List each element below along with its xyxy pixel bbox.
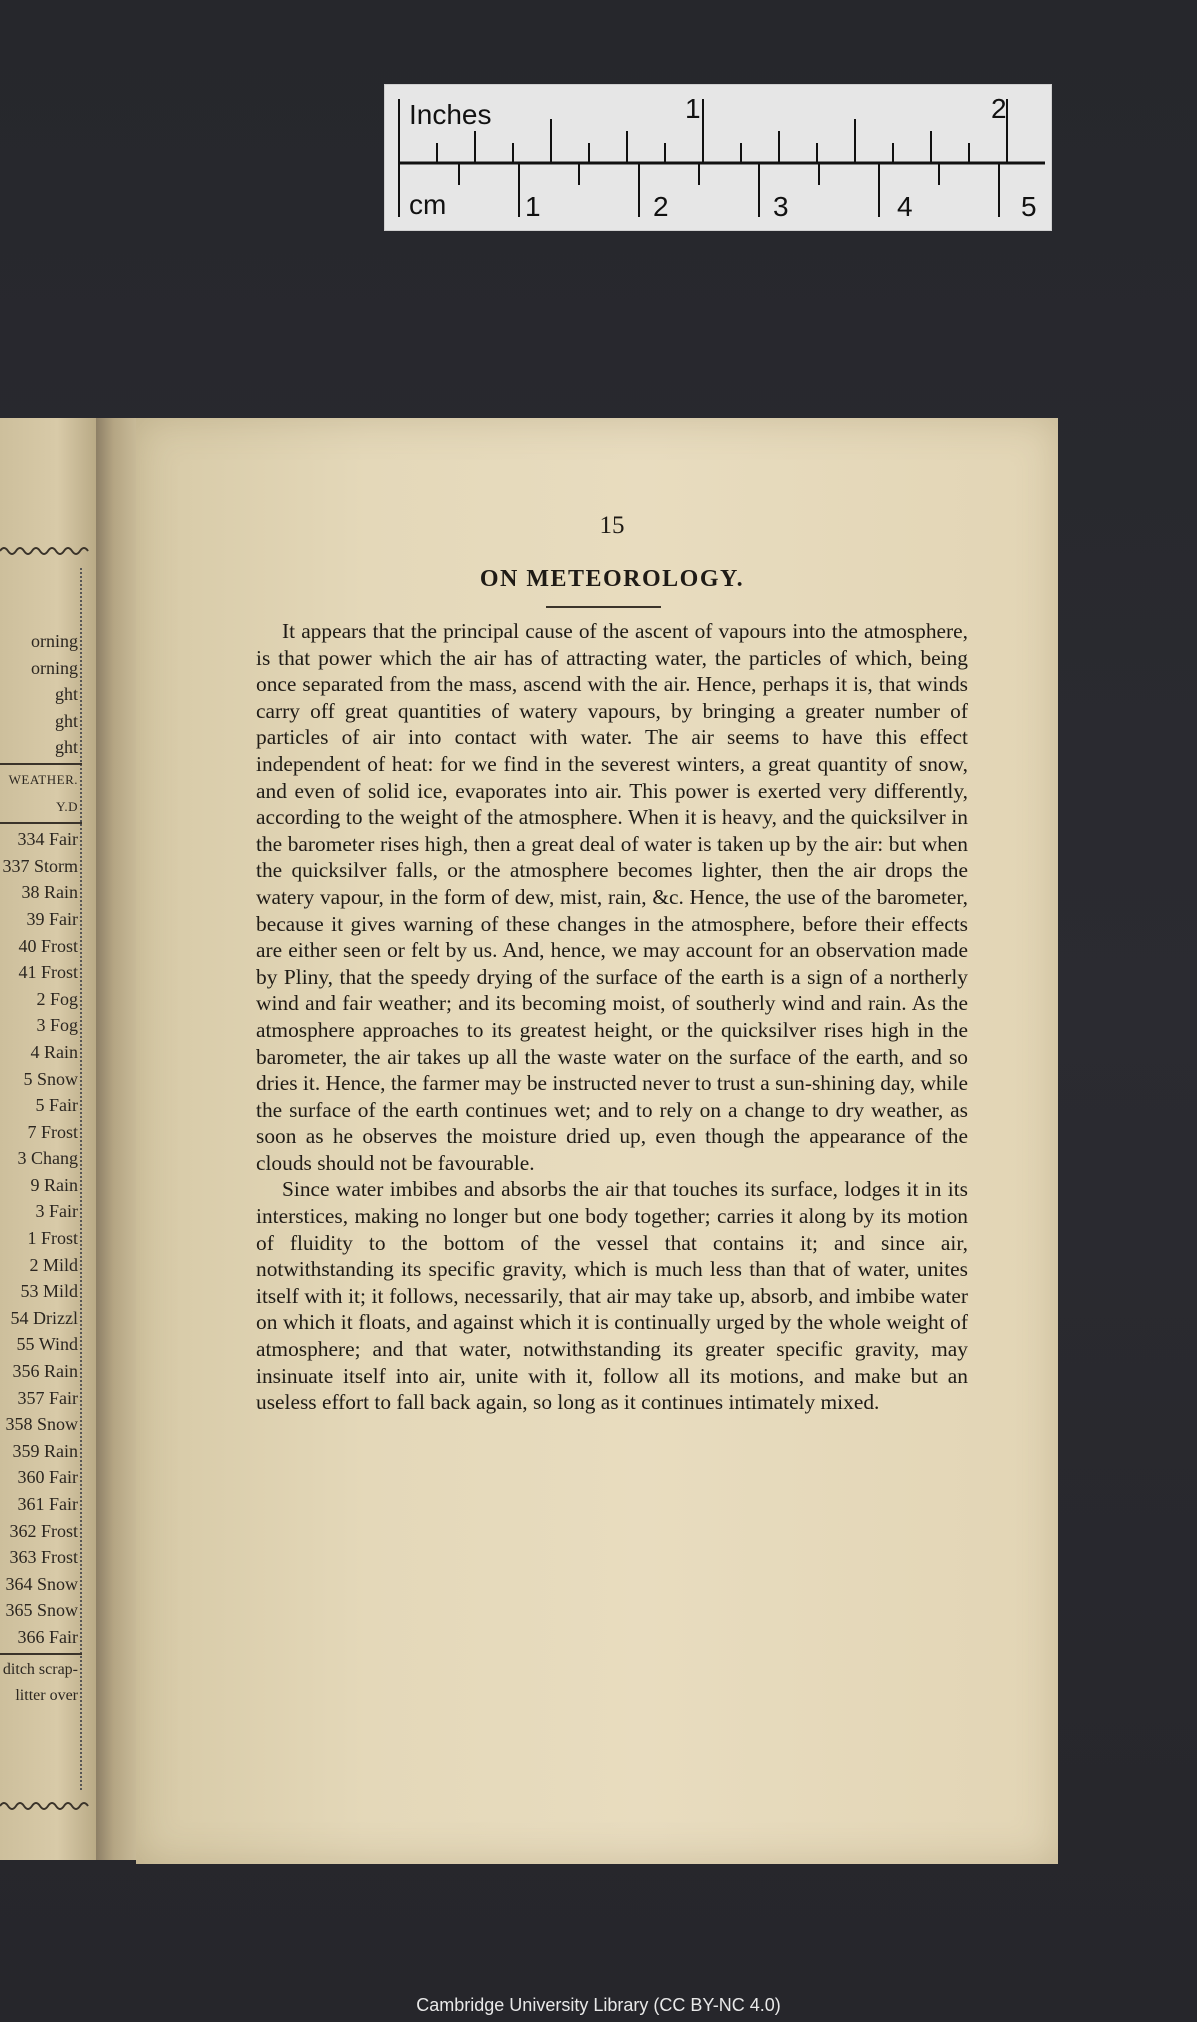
table-row: 358 Snow (5, 1414, 78, 1435)
table-row: 4 Rain (30, 1041, 78, 1062)
footer-line: litter over (15, 1687, 78, 1705)
table-row: orning (31, 657, 78, 678)
table-row: 3 Fog (36, 1015, 78, 1036)
wavy-border-top (0, 543, 90, 559)
table-row: 54 Drizzl (10, 1307, 78, 1328)
table-divider (0, 822, 82, 824)
table-row: 2 Fog (36, 988, 78, 1009)
table-divider (0, 763, 82, 765)
table-row: 40 Frost (18, 935, 78, 956)
table-row: 7 Frost (27, 1121, 78, 1142)
table-header: Y.D (56, 798, 78, 814)
wavy-border-bottom (0, 1798, 90, 1814)
weather-table (0, 628, 82, 1710)
page-number: 15 (599, 512, 625, 539)
table-row: ght (54, 737, 78, 758)
image-credit: Cambridge University Library (CC BY-NC 4.0) (416, 1995, 781, 2015)
table-row: 363 Frost (9, 1547, 78, 1568)
table-row: 5 Fair (35, 1095, 78, 1116)
table-row: 362 Frost (9, 1520, 78, 1541)
table-row: 359 Rain (12, 1440, 78, 1461)
cm-number-3: 3 (773, 191, 789, 222)
table-row: 53 Mild (20, 1281, 78, 1302)
table-row: 366 Fair (17, 1626, 78, 1647)
inch-number-1: 1 (685, 93, 701, 124)
table-row: 361 Fair (17, 1494, 78, 1514)
table-row: 365 Snow (5, 1600, 78, 1621)
table-row: 41 Frost (18, 962, 78, 983)
table-row: 39 Fair (26, 908, 78, 929)
table-row: 2 Mild (29, 1254, 78, 1275)
table-row: 5 Snow (23, 1068, 78, 1089)
cm-label: cm (409, 189, 447, 220)
table-row: 334 Fair (17, 829, 78, 850)
table-row: 1 Frost (27, 1228, 78, 1249)
table-row: 3 Chang (17, 1148, 78, 1169)
cm-number-4: 4 (897, 191, 913, 222)
book-gutter (96, 418, 140, 1860)
inch-number-2: 2 (991, 93, 1007, 124)
inches-label: Inches (409, 99, 492, 130)
table-divider (0, 1653, 82, 1655)
table-row: 357 Fair (17, 1387, 78, 1408)
page-title: ON METEOROLOGY. (479, 566, 745, 592)
cm-number-1: 1 (525, 191, 541, 222)
table-row: 9 Rain (30, 1174, 78, 1195)
table-row: 55 Wind (16, 1334, 78, 1355)
paragraph: Since water imbibes and absorbs the air that touches its surface, lodges it in its interstices, making no longer but one body together; carries it along by its motion of fluidity to the bottom of the vessel that contains it; and since air, notwithstanding its specific gravity, which is much less than that of water, unites itself with it; it follows, necessarily, that air may take up, absorb, and imbibe water on which it floats, and against which it is continually urged by the whole weight of atmosphere; and that water, notwithstanding its greater specific gravity, may insinuate itself into air, unite with it, follow all its motions, and make but an useless effort to fall back again, so long as it continues intimately mixed. (256, 1177, 968, 1415)
table-row: 364 Snow (5, 1573, 78, 1594)
footer-line: ditch scrap- (2, 1660, 78, 1678)
right-page (136, 418, 1058, 1864)
title-rule (546, 606, 661, 608)
paragraph: It appears that the principal cause of the ascent of vapours into the atmosphere, is that power which the air has of attracting water, the particles of which, being once separated from the mass, ascend with the air. Hence, perhaps it is, that winds carry off great quantities of watery vapours, by bringing a greater number of particles of air into contact with water. The air seems to have this effect independent of heat: for we find in the severest winters, a great quantity of snow, and even of solid ice, evaporates into air. This power is exerted very differently, according to the weight of the atmosphere. When it is heavy, and the quicksilver in the barometer rises high, then a great deal of water is taken up by the air: but when the quicksilver falls, or the atmosphere becomes lighter, then the air drops the watery vapour, in the form of dew, mist, rain, &c. Hence, the use of the barometer, because it gives warning of these changes in the atmosphere, before their effects are either seen or felt by us. And, hence, we may account for an observation made by Pliny, that the speedy drying of the surface of the earth is a sign of a northerly wind and fair weather; and its becoming moist, of southerly wind and rain. As the atmosphere approaches to its greatest height, or the quicksilver rises high in the barometer, the air takes up all the waste water on the surface of the earth, and so dries it. Hence, the farmer may be instructed never to trust a sun-shining day, while the surface of the earth continues wet; and to rely on a change to dry weather, as soon as he observes the moisture dried up, even though the appearance of the clouds should not be favourable. (256, 619, 969, 1175)
table-row: 337 Storm (2, 855, 78, 876)
page-body (256, 618, 968, 1416)
table-row: ght (54, 684, 78, 705)
table-row: 356 Rain (12, 1361, 78, 1382)
table-row: 38 Rain (21, 882, 78, 903)
cm-number-2: 2 (653, 191, 669, 222)
left-page (0, 418, 96, 1860)
table-row: ght (54, 710, 78, 731)
table-header: WEATHER. (8, 771, 78, 787)
table-row: 360 Fair (17, 1467, 78, 1488)
table-row: orning (31, 631, 78, 651)
table-row: 3 Fair (35, 1201, 78, 1222)
measurement-scale (384, 84, 1052, 231)
cm-number-5: 5 (1021, 191, 1037, 222)
